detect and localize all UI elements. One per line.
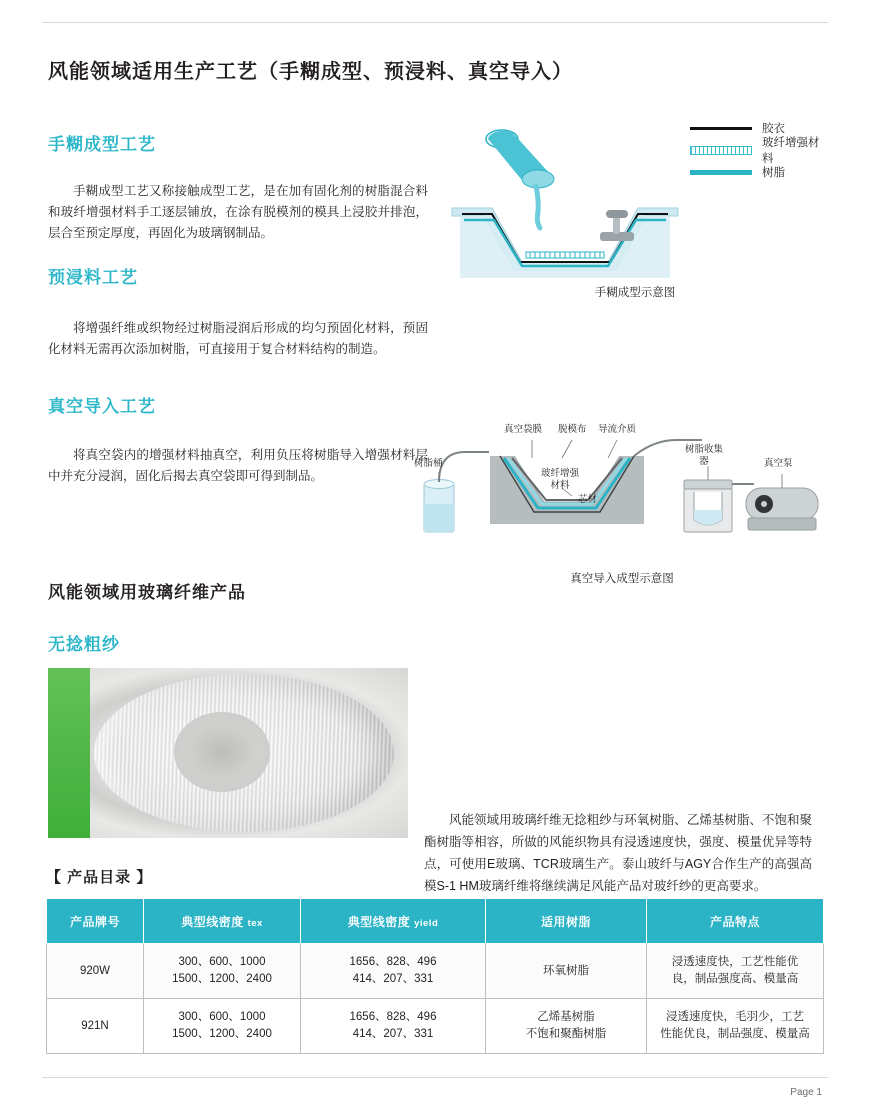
line-black-swatch-icon: [690, 127, 752, 130]
section-heading-hand-layup: 手糊成型工艺: [48, 135, 156, 154]
legend-item: [690, 166, 830, 178]
cell-line: 浸透速度快，工艺性能优: [671, 956, 799, 968]
column-unit: yield: [414, 917, 439, 929]
cell-product-name: 920W: [47, 944, 144, 999]
table-row: [47, 944, 824, 999]
vacuum-infusion-diagram: [412, 392, 832, 552]
hatched-band-swatch-icon: [690, 146, 752, 155]
roving-photo: [48, 668, 408, 838]
column-label: 典型线密度: [347, 914, 411, 929]
label-vacuum-bag-film: 真空袋膜: [504, 424, 543, 435]
legend-label: 胶衣: [762, 123, 785, 135]
cell-tex: [144, 944, 301, 999]
column-header-features: [647, 899, 824, 944]
label-resin-trap: 树脂收集器: [684, 444, 723, 467]
photo-coil-center: [174, 712, 270, 792]
cell-line: 良，制品强度高、模量高: [671, 973, 799, 985]
column-header-tex: [144, 899, 301, 944]
figure-hand-layup-caption: 手糊成型示意图: [594, 287, 676, 299]
bottom-divider: [42, 1077, 828, 1078]
column-label: 产品牌号: [69, 914, 120, 929]
table-header-row: [47, 899, 824, 944]
photo-green-band: [48, 668, 90, 838]
column-label: 产品特点: [709, 914, 760, 929]
figure-vacuum-infusion-caption: 真空导入成型示意图: [570, 573, 674, 585]
figure-vacuum-infusion: [412, 392, 832, 592]
legend-item: [690, 122, 830, 134]
figure-hand-layup-legend: [690, 122, 830, 188]
product-section-body: 风能领域用玻璃纤维无捻粗纱与环氧树脂、乙烯基树脂、不饱和聚酯树脂等相容，所做的风能织物具有浸透速度快，强度、模量优异等特点，可使用E玻璃、TCR玻璃生产。泰山玻纤与AGY合作生产的高强高模S-1 HM玻璃纤维将继续满足风能产品对玻纤纱的更高要求。: [424, 812, 812, 893]
cell-line: 乙烯基树脂: [537, 1011, 595, 1023]
cell-line: 300、600、1000: [178, 1011, 266, 1023]
label-vacuum-pump: 真空泵: [764, 458, 793, 469]
column-header-yield: [301, 899, 486, 944]
table-row: [47, 999, 824, 1054]
section-heading-vacuum-infusion: 真空导入工艺: [48, 397, 156, 416]
cell-product-name: 921N: [47, 999, 144, 1054]
product-section-heading: 风能领域用玻璃纤维产品: [48, 583, 246, 602]
section-body-vacuum-infusion: 将真空袋内的增强材料抽真空，利用负压将树脂导入增强材料层中并充分浸润，固化后揭去真空袋即可得到制品。: [48, 447, 428, 483]
cell-features: [647, 999, 824, 1054]
legend-label: 玻纤增强材料: [762, 137, 820, 165]
label-glass-reinforcement: 玻纤增强材料: [540, 468, 579, 491]
column-header-resin: [486, 899, 647, 944]
section-body-prepreg: 将增强纤维或织物经过树脂浸润后形成的均匀预固化材料，预固化材料无需再次添加树脂，可直接用于复合材料结构的制造。: [48, 320, 428, 356]
column-unit: tex: [247, 917, 263, 929]
page-title: 风能领域适用生产工艺（手糊成型、预浸料、真空导入）: [48, 61, 573, 84]
legend-item: [690, 137, 830, 165]
label-core-material: 芯材: [578, 494, 598, 505]
cell-line: 300、600、1000: [178, 956, 266, 968]
cell-line: 414、207、331: [352, 1028, 434, 1040]
cell-line: 环氧树脂: [543, 964, 589, 977]
cell-tex: [144, 999, 301, 1054]
label-peel-ply: 脱模布: [558, 424, 587, 435]
product-subheading-roving: 无捻粗纱: [48, 635, 120, 654]
line-cyan-swatch-icon: [690, 170, 752, 175]
product-catalog-table: [46, 898, 824, 1054]
figure-hand-layup: [440, 112, 830, 312]
cell-line: 1500、1200、2400: [172, 973, 272, 985]
column-header-product-name: [47, 899, 144, 944]
cell-line: 1656、828、496: [349, 956, 437, 968]
label-resin-bucket: 树脂桶: [414, 458, 443, 469]
cell-line: 浸透速度快，毛羽少，工艺: [666, 1011, 804, 1023]
cell-resin: [486, 999, 647, 1054]
section-body-hand-layup: 手糊成型工艺又称接触成型工艺，是在加有固化剂的树脂混合料和玻纤增强材料手工逐层铺放，在涂有脱模剂的模具上浸胶并排泡，层合至预定厚度，再固化为玻璃钢制品。: [48, 183, 428, 240]
cell-resin: [486, 944, 647, 999]
cell-line: 性能优良，制品强度、模量高: [660, 1028, 810, 1040]
column-label: 适用树脂: [540, 914, 591, 929]
column-label: 典型线密度: [181, 914, 244, 929]
section-heading-prepreg: 预浸料工艺: [48, 268, 138, 287]
cell-line: 1500、1200、2400: [172, 1028, 272, 1040]
cell-features: [647, 944, 824, 999]
cell-line: 414、207、331: [352, 973, 434, 985]
page-number: Page 1: [790, 1087, 822, 1098]
cell-line: 1656、828、496: [349, 1011, 437, 1023]
cell-line: 不饱和聚酯树脂: [525, 1028, 607, 1040]
catalog-title: 【 产品目录 】: [46, 869, 153, 886]
cell-yield: [301, 944, 486, 999]
cell-yield: [301, 999, 486, 1054]
legend-label: 树脂: [762, 167, 785, 179]
label-flow-medium: 导流介质: [598, 424, 637, 435]
top-divider: [42, 22, 828, 23]
